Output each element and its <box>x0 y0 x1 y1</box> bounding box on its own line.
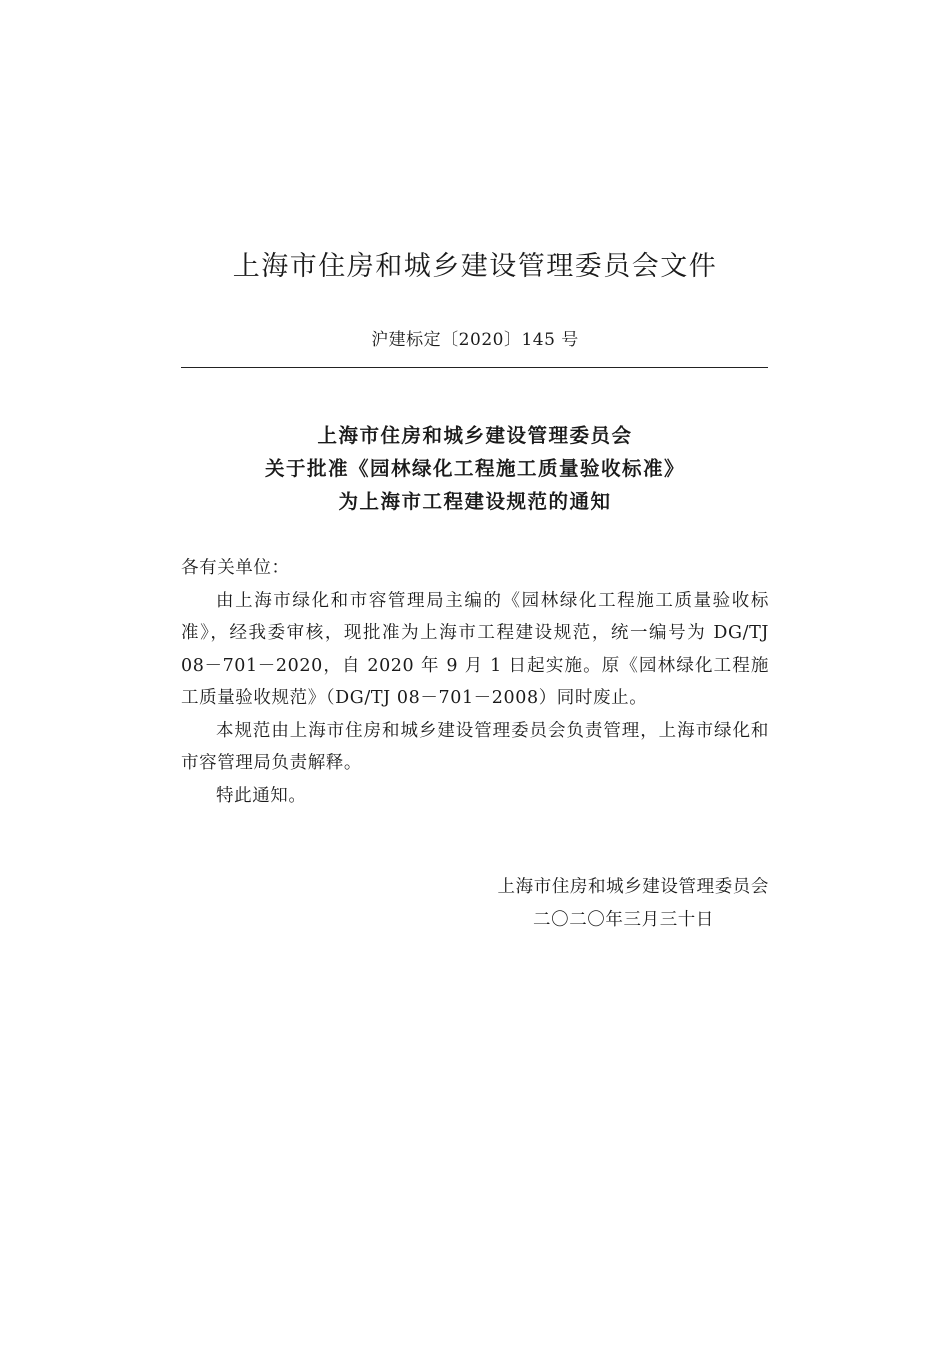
notice-title-line-3: 为上海市工程建设规范的通知 <box>338 490 612 513</box>
body-paragraph-2: 本规范由上海市住房和城乡建设管理委员会负责管理，上海市绿化和市容管理局负责解释。 <box>181 720 769 773</box>
salutation: 各有关单位： <box>181 558 290 578</box>
body-paragraph-1: 由上海市绿化和市容管理局主编的《园林绿化工程施工质量验收标准》，经我委审核，现批准为上海市工程建设规范，统一编号为 DG/TJ 08－701－2020，自 2020 年 9 月 1 日起实施。原《园林绿化工程施工质量验收规范》（DG/TJ 08－701－2008）同时废止。 <box>181 590 769 708</box>
notice-title <box>0 419 950 518</box>
signature-block <box>498 871 770 936</box>
document-number: 沪建标定〔2020〕145 号 <box>371 330 579 350</box>
header-divider <box>181 367 768 368</box>
signature-organization: 上海市住房和城乡建设管理委员会 <box>497 877 769 897</box>
notice-title-line-2: 关于批准《园林绿化工程施工质量验收标准》 <box>264 457 685 480</box>
signature-date: 二〇二〇年三月三十日 <box>533 909 714 930</box>
notice-body <box>181 552 769 812</box>
issuer-title: 上海市住房和城乡建设管理委员会文件 <box>232 251 718 282</box>
notice-title-line-1: 上海市住房和城乡建设管理委员会 <box>317 424 633 447</box>
closing-line: 特此通知。 <box>216 785 307 806</box>
